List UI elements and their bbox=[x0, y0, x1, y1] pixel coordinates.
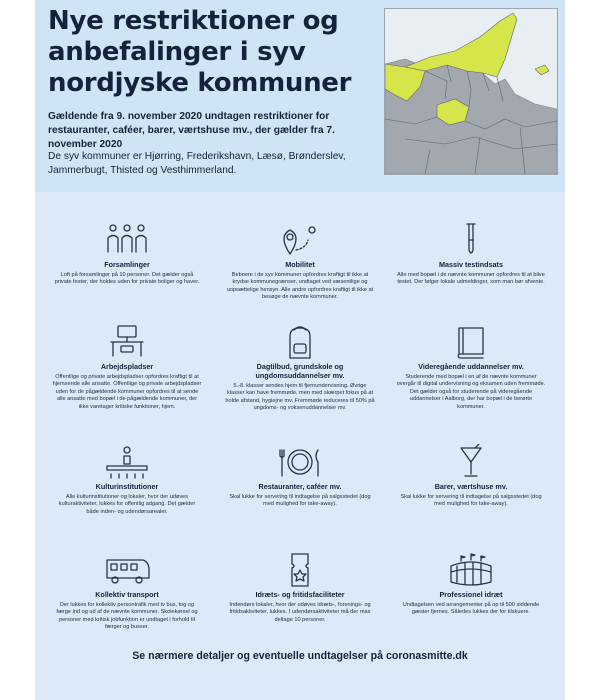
item-videregaaende bbox=[396, 324, 546, 411]
item-text: Indendørs lokaler, hvor der udøves idræts-, forenings- og fritidsaktiviteter, lukkes. I udendørsaktiviteter må der max deltage 10 personer. bbox=[229, 602, 371, 623]
item-title: Barer, værtshuse mv. bbox=[434, 482, 508, 491]
test-tube-icon bbox=[447, 222, 495, 258]
item-dagtilbud bbox=[225, 324, 375, 413]
item-title: Dagtilbud, grundskole og ungdomsuddannelser mv. bbox=[255, 362, 345, 380]
item-text: 5.-8. klasser sendes hjem til fjernundervisning. Øvrige klasser kan have fremmøde, men med skærpet fokus på at holde afstand, hygiejne mv. Fremmøde reduceres til 50% på ungdoms- og voksenuddannelser mv. bbox=[225, 383, 375, 412]
item-restauranter bbox=[225, 444, 375, 509]
item-professionel bbox=[396, 552, 546, 617]
stage-icon bbox=[103, 444, 151, 480]
book-icon bbox=[447, 324, 495, 360]
item-idraet bbox=[225, 552, 375, 624]
item-transport bbox=[52, 552, 202, 632]
map-pin-icon bbox=[276, 222, 324, 258]
item-title: Massiv testindsats bbox=[439, 260, 503, 269]
item-text: Skal lukke for servering til indtagelse på salgsstedet (dog med mulighed for take-away). bbox=[400, 494, 542, 508]
item-text: Offentlige og private arbejdspladser opfordres kraftigt til at hjemsende alle ansatte. Offentlige og private arbejdspladser uden for de pågældende kommuner opfordres til at sende alle ansatte med bopæl i de pågældende kommuner, der ikke varetager kritiske funktioner, hjem. bbox=[52, 374, 202, 410]
item-text: Loft på forsamlinger på 10 personer. Det gælder også private fester, der holdes uden for private boliger og haver. bbox=[54, 272, 200, 286]
item-text: Skal lukke for servering til indtagelse på salgsstedet (dog med mulighed for take-away). bbox=[229, 494, 371, 508]
region-map bbox=[384, 8, 558, 175]
plate-cutlery-icon bbox=[276, 444, 324, 480]
item-text: Alle med bopæl i de nævnte kommuner opfordres til at blive testet. Der følger lokale udmeldinger, som man bør afvente. bbox=[397, 272, 545, 286]
intro-text: De syv kommuner er Hjørring, Frederikshavn, Læsø, Brønderslev, Jammerbugt, Thisted og Vesthimmerland. bbox=[48, 151, 346, 176]
item-title: Professionel idræt bbox=[439, 590, 503, 599]
item-arbejdspladser bbox=[52, 324, 202, 411]
item-title: Forsamlinger bbox=[104, 260, 150, 269]
item-text: Studerende med bopæl i en af de nævnte kommuner overgår til digital undervisning og eksamen uden fremmøde. Det gælder også for studerende på videregående uddannelser i Aalborg, der har bopæl i de berørte kommuner. bbox=[396, 374, 546, 410]
map-highlight-north bbox=[405, 13, 517, 77]
item-title: Restauranter, caféer mv. bbox=[258, 482, 342, 491]
item-title: Kulturinstitutioner bbox=[95, 482, 159, 491]
item-text: Undtagelsen ved arrangementer på op til 500 siddende gæster fjernes. Således lukkes der for tilskuere. bbox=[402, 602, 540, 616]
people-icon bbox=[103, 222, 151, 258]
item-testindsats bbox=[396, 222, 546, 287]
footer-note: Se nærmere detaljer og eventuelle undtagelser på coronasmitte.dk bbox=[132, 650, 468, 662]
item-barer bbox=[396, 444, 546, 509]
item-mobilitet bbox=[225, 222, 375, 302]
item-kultur bbox=[52, 444, 202, 516]
item-text: Alle kulturinstitutioner og lokaler, hvor der udøves kulturaktiviteter, lukkes for offentlig adgang. Det gælder både inden- og udendørsarealer. bbox=[58, 494, 196, 515]
item-title: Idræts- og fritidsfaciliteter bbox=[255, 590, 345, 599]
cocktail-glass-icon bbox=[447, 444, 495, 480]
item-title: Kollektiv transport bbox=[95, 590, 159, 599]
desk-icon bbox=[103, 324, 151, 360]
item-text: Der lukkes for kollektiv persontrafik med tv bus, tog og færge ind og ud af de nævnte kommuner. Skolekørsel og personer med kritisk jobfunktion er undtaget i forhold til færger og busser. bbox=[56, 602, 198, 631]
map-highlight-island bbox=[535, 65, 549, 75]
backpack-icon bbox=[276, 324, 324, 360]
ticket-icon bbox=[276, 552, 324, 588]
stadium-icon bbox=[447, 552, 495, 588]
item-text: Beboere i de syv kommuner opfordres kraftigt til ikke at krydse kommunegrænser, undtaget ved væsentlige og uopsættelige hensyn. Alle andre opfordres kraftigt til ikke at besøge de nævnte kommuner. bbox=[226, 272, 374, 301]
page-title: Nye restriktioner og anbefalinger i syv nordjyske kommuner bbox=[48, 6, 352, 98]
page-subtitle: Gældende fra 9. november 2020 undtagen restriktioner for restauranter, caféer, barer, værtshuse mv., der gælder fra 7. november 2020 bbox=[48, 111, 335, 150]
item-forsamlinger bbox=[52, 222, 202, 287]
item-title: Arbejdspladser bbox=[100, 362, 154, 371]
region-map-svg bbox=[385, 9, 557, 174]
item-title: Mobilitet bbox=[285, 260, 315, 269]
bus-icon bbox=[103, 552, 151, 588]
item-title: Videregående uddannelser mv. bbox=[418, 362, 524, 371]
